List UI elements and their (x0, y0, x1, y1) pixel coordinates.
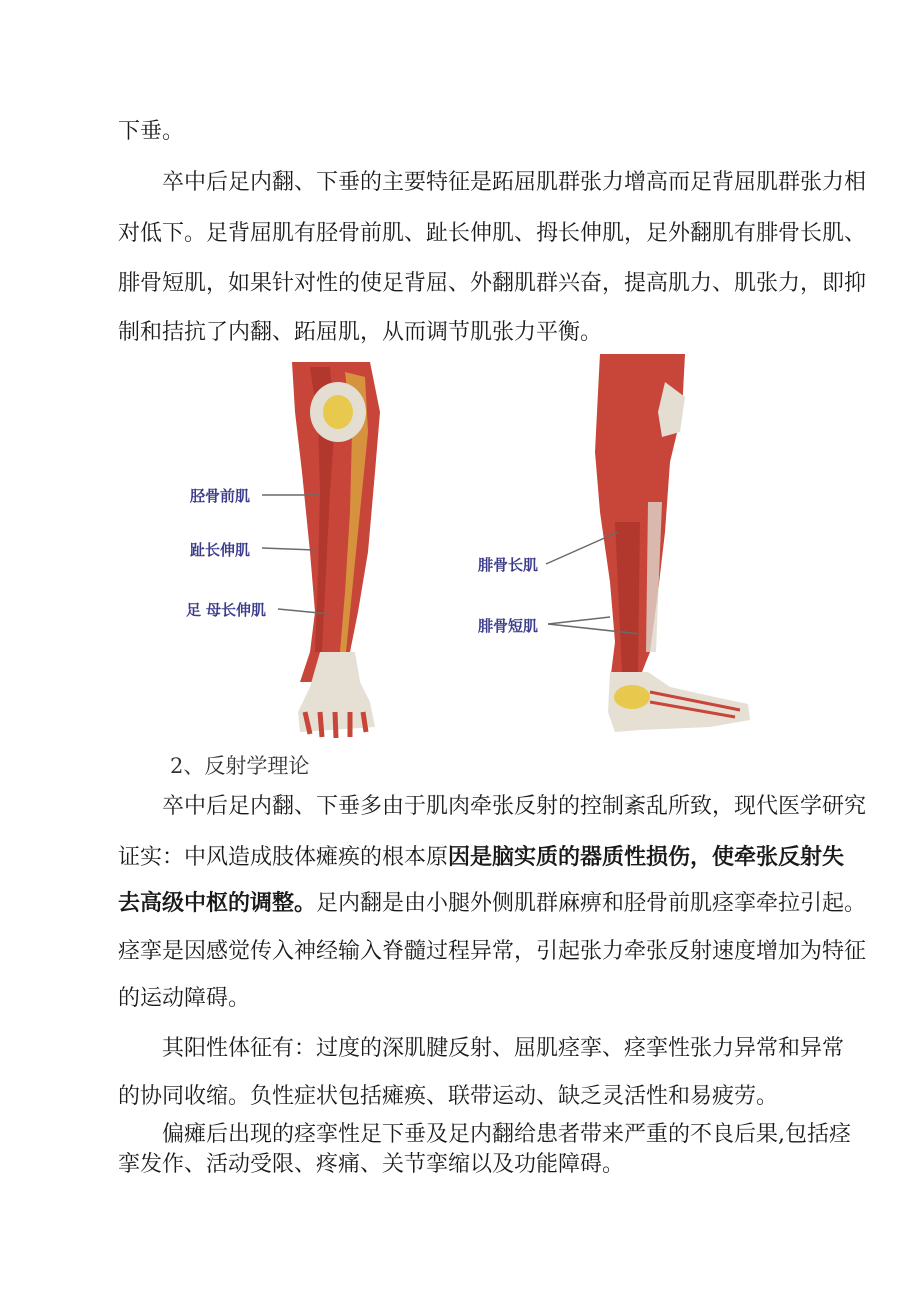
text-line: 卒中后足内翻、下垂多由于肌肉牵张反射的控制紊乱所致，现代医学研究 (162, 794, 867, 819)
section-heading: 2、反射学理论 (170, 754, 310, 778)
sans-text-span: 其阳性体征有： (162, 1036, 317, 1061)
text-line: 痉挛是因感觉传入神经输入脊髓过程异常，引起张力牵张反射速度增加为特征 (118, 939, 867, 964)
text-span: 证实：中风造成肢体瘫痪的根本原 (118, 845, 449, 870)
text-line (118, 843, 844, 873)
text-span: 过度的深肌腱反射、屈肌痉挛、痉挛性张力异常和异常 (316, 1036, 845, 1061)
bold-text-span: 因是脑实质的器质性损伤，使牵张反射失 (448, 845, 845, 870)
label-ext-hallucis: 母长伸肌 (206, 601, 267, 619)
text-line: 的协同收缩。负性症状包括瘫痪、联带运动、缺乏灵活性和易疲劳。 (118, 1084, 779, 1109)
text-span: 足内翻是由小腿外侧肌群麻痹和胫骨前肌痉挛牵拉引起。 (316, 891, 867, 916)
text-line: 制和拮抗了内翻、跖屈肌，从而调节肌张力平衡。 (118, 320, 603, 345)
label-ext-digitorum: 趾长伸肌 (190, 541, 251, 559)
label-peroneus-brevis: 腓骨短肌 (478, 617, 539, 635)
side-leg-drawing (595, 354, 750, 732)
text-line: 下垂。 (118, 119, 185, 144)
text-line: 腓骨短肌，如果针对性的使足背屈、外翻肌群兴奋，提高肌力、肌张力，即抑 (118, 271, 867, 296)
text-line (162, 1034, 844, 1064)
text-line: 对低下。足背屈肌有胫骨前肌、趾长伸肌、拇长伸肌，足外翻肌有腓骨长肌、 (118, 221, 867, 246)
text-line: 的运动障碍。 (118, 986, 251, 1011)
bold-text-span: 去高级中枢的调整。 (118, 891, 317, 916)
label-tibialis-anterior: 胫骨前肌 (190, 487, 251, 505)
label-ext-hallucis-prefix: 足 (186, 601, 202, 619)
text-line (118, 889, 866, 919)
label-peroneus-longus: 腓骨长肌 (478, 556, 539, 574)
text-line: 卒中后足内翻、下垂的主要特征是跖屈肌群张力增高而足背屈肌群张力相 (162, 170, 867, 195)
text-line: 挛发作、活动受限、疼痛、关节挛缩以及功能障碍。 (118, 1152, 625, 1177)
text-line: 偏瘫后出现的痉挛性足下垂及足内翻给患者带来严重的不良后果,包括痉 (162, 1122, 851, 1147)
leg-muscle-illustration (170, 352, 760, 742)
